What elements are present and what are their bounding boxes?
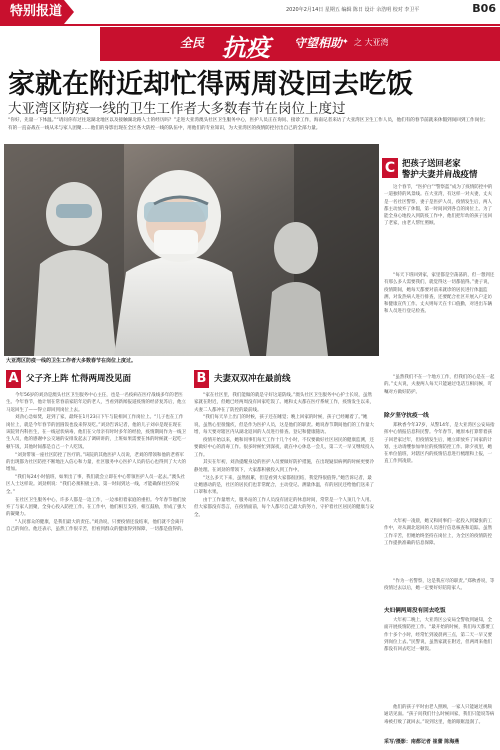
medical-workers-photo	[4, 144, 379, 356]
masthead-rule	[0, 24, 500, 26]
section-c-paragraph: 他们的孩子平时由老人照顾，一家人只能通过视频通话见面。“孩子问我们什么时候回家，我们只能说等病毒被打败了就回去。”说到这里，他的眼眶湿润了。	[384, 705, 495, 725]
campaign-banner	[100, 27, 500, 61]
photo-caption: 大亚湾区防疫一线的卫生工作者大多数春节在岗位上度过。	[6, 358, 137, 364]
banner-region: 之 大亚湾	[354, 38, 389, 47]
section-c-paragraph: “每天下班回到家，家里都是空荡荡的，但一想到还有那么多人需要我们，就觉得这一切都值得。”妻子说，疫情期间，她每天都要对前来就诊的居民进行体温监测，对发热病人进行排查，还要配合社区开展入户走访和健康宣传工作。丈夫则每天在卡口值勤，对进出车辆和人员进行登记检查。	[384, 273, 495, 315]
section-a-paragraph: “我们每24小时值班，如果出了事，我们就会立即在中心带领医护人员一起去。”澳头社区人士这样说。刘劲则说：“我们必须积极主动、第一时间到达一线，才能确保社区的安全。”	[6, 475, 186, 495]
article-lead: “你好，先量一下体温。”“请问你有过往返湖北地区以及接触湖北路人士的经历吗？”走进大亚湾澳头社区卫生服务中心，医护人员正在询问、接诊工作，海南记者来访了大亚湾区卫生工作人员，他们有的春节前就来休假到岗回到工作岗位；有的一直奋战在一线从未与家人团聚……他们的身影出现在全区各大防控一线的队伍中，用他们的专业知识，为大亚湾区的疫情防控付出自己的全部力量。	[8, 118, 489, 131]
section-a-paragraph: 刘劲心急如焚，赶到了家，最终在1月23日下午与院相回工作岗位上。“儿子也在工作岗位上，就是今年春节的团圆饭也没来得及吃。”刘劲告诉记者，他的儿子刘卓是现在现在该院肾内科医生，在一线冠状病毒，他们在父母亲有时时多年的经验，疫情期间作为一线卫生人员，他的感谢中公交通的安排发起去了调研讲的，上班如果需要在体的时候就一起吃一顿午饭，其他时间都是自己一个人吃饭。	[6, 415, 186, 450]
section-a-title: 父子齐上阵 忙得两周没见面	[26, 374, 131, 384]
section-c-title	[402, 158, 477, 180]
section-a-marker: A	[6, 370, 21, 388]
section-b-paragraph: 由于工作量增大，服务站的工作人员没有固定的休息时间，常常是一个人顶几个人用。但大家都没有怨言，在疫情面前，每个人都尽自己最大的努力，守护着社区居民的健康与安全。	[194, 498, 374, 518]
section-b-paragraph: “这么多天下来，虽然很累，但是看到大家都很团结，我觉得很值得。”她告诉记者，最让她感动的是，社区的居民们也非常配合，主动登记、测量体温，有的居民还给他们送来了口罩和水果。	[194, 475, 374, 496]
page-number: B06	[472, 2, 496, 15]
section-b-body	[194, 392, 374, 520]
section-c-title-line-2: 警护夫妻并肩战疫情	[402, 169, 478, 179]
masthead	[0, 0, 500, 24]
section-label: 特别报道	[0, 0, 64, 24]
star-icon: ✦	[342, 37, 349, 46]
article-headline: 家就在附近却忙得两周没回去吃饭	[8, 69, 413, 100]
news-photo	[4, 144, 379, 356]
section-a-body	[6, 392, 186, 534]
banner-word-3: 守望相助	[294, 36, 343, 50]
section-c-paragraph: “虽然我们不在一个地方工作，但我们的心是在一起的。”丈夫说，夫妻两人每天只能通过电话互相问候，叮嘱对方做好防护。	[384, 375, 495, 395]
section-b-paragraph: “我们每天早上出门的时候，孩子还在睡觉；晚上回家的时候，孩子已经睡着了。”她说，虽然心里很愧疚，但是作为医护人员，这是他们的职责。她说春节期间他们的工作量大增，每天要对辖区内从湖北返回的人员进行排查、登记和健康随访。	[194, 415, 374, 436]
section-c-subheading: 除夕坚守抗疫一线	[384, 413, 429, 419]
section-c-paragraph: “作为一名警察，这是我应尽的职责。”郑秋香说，等疫情过去以后，她一定要好好陪陪家人。	[384, 579, 495, 592]
banner-word-2: 抗疫	[222, 33, 270, 62]
section-b-marker: B	[194, 370, 209, 388]
byline-credit: 采写/摄影：南都记者 崔蕾 陈海燕	[384, 739, 460, 745]
section-b-title: 夫妻双双冲在最前线	[214, 374, 291, 384]
section-a-paragraph: “刘劲带领一座社区防控了医疗的。”该院的其他医护人员说，老刘的带领和他的老将军的出现都为社区防控不断地注入信心和力量，社区服务中心医护人员的信心也得到了大大的增加。	[6, 452, 186, 473]
banner-word-1: 全民	[180, 36, 205, 50]
section-c-subheading: 夫妇俩两周没有回去吃饭	[384, 608, 446, 614]
section-c-marker: C	[382, 158, 398, 178]
section-a-paragraph: 今年56岁的刘劲是澳头社区卫生服务中心主任，也是一名疫病在医疗战线多年的老医生。今年春节，他计划在常春前家陪年迈的老人，当看到新闻报道疫情的经济复苏后，他立马返回生了——得立即回到岗位上去。	[6, 393, 186, 413]
section-b-paragraph: “家在社区里，我们能做的就是守好这道防线。”澳头社区卫生服务中心护士长说，虽然家就在附近，但她已经两周没有回家吃饭了。她和丈夫都在医疗系统工作，疫情发生以来，夫妻二人都冲在了防控的最前线。	[194, 393, 374, 413]
section-c-paragraph: 郑秋香今年37岁，从警14年，是大亚湾区公安局指挥中心情报信息科民警。今年春节，她原本打算带着孩子回老家过年，但疫情发生后，她立即放弃了回家的计划，主动请缨参加单位的疫情防控工作。除夕夜里，她在单位值班，对辖区内的疫情信息进行梳理和上报，一直工作到凌晨。	[384, 423, 495, 465]
section-c-paragraph: 这个春节，“医护白”“警察蓝”成为了疫情防控中的一道独特的风景线。在大亚湾，有这样一对夫妻，丈夫是一名社区警察，妻子是医护人员，疫情发生后，两人都主动放弃了休假，第一时间回到各自的岗位上。为了能全身心地投入到防疫工作中，他们把年幼的孩子送回了老家，由老人帮忙照顾。	[384, 185, 493, 227]
section-b-paragraph: 其实在年初，刘劲提醒身边的医护人员要做好防护措施，在出现疑似病例的时候更要冷静处理。在刘劲的带领下，大家都积极投入到工作中。	[194, 460, 374, 473]
section-a-paragraph: 在社区卫生服务中心，许多人都是一边工作，一边承担着家庭的重担。今年春节他们放弃了与家人团聚，全身心投入防控工作。在工作中，他们相互支持，相互鼓励，形成了强大的凝聚力。	[6, 497, 186, 518]
article-subhead: 大亚湾区防疫一线的卫生工作者大多数春节在岗位上度过	[8, 101, 346, 117]
section-c-paragraph: 大年初二晚上，大亚湾区公安局全警收到通知，全面开展疫情防控工作。“最开始的时候，我们每天都要工作十多个小时，经常忙到凌晨两三点，第二天一早又要到岗位上去。”民警说，虽然家就在附近，但两周来他们都没有回去吃过一顿饭。	[384, 618, 495, 653]
section-c-title-line-1: 把孩子送回老家	[402, 158, 461, 168]
section-c-paragraph: 大年初一凌晨，她又和同事们一起投入到紧张的工作中，对从湖北返回的人员进行信息核查和追踪。虽然工作辛苦，但她始终坚持在岗位上，为全区的疫情防控工作提供准确的信息保障。	[384, 519, 492, 546]
section-b-paragraph: 疫情开始以来，她和同事们每天工作十几个小时，不仅要做好社区居民的健康监测，还要做好中心的消毒工作。很多时候忙到深夜，就在中心休息一会儿，第二天一早又继续投入工作。	[194, 437, 374, 458]
issue-meta: 2020年2月14日 星期五 编辑 陈日 设计 余浩明 校对 李卫平	[286, 7, 420, 13]
section-a-paragraph: “人民群众的健康，是我们最大的责任。”刘劲说，只要疫情还没结束，他们就不会离开自己的岗位。他还表示，虽然工作很辛苦，但看到群众的健康得到保障，一切都是值得的。	[6, 520, 186, 533]
section-c-column	[382, 144, 496, 744]
